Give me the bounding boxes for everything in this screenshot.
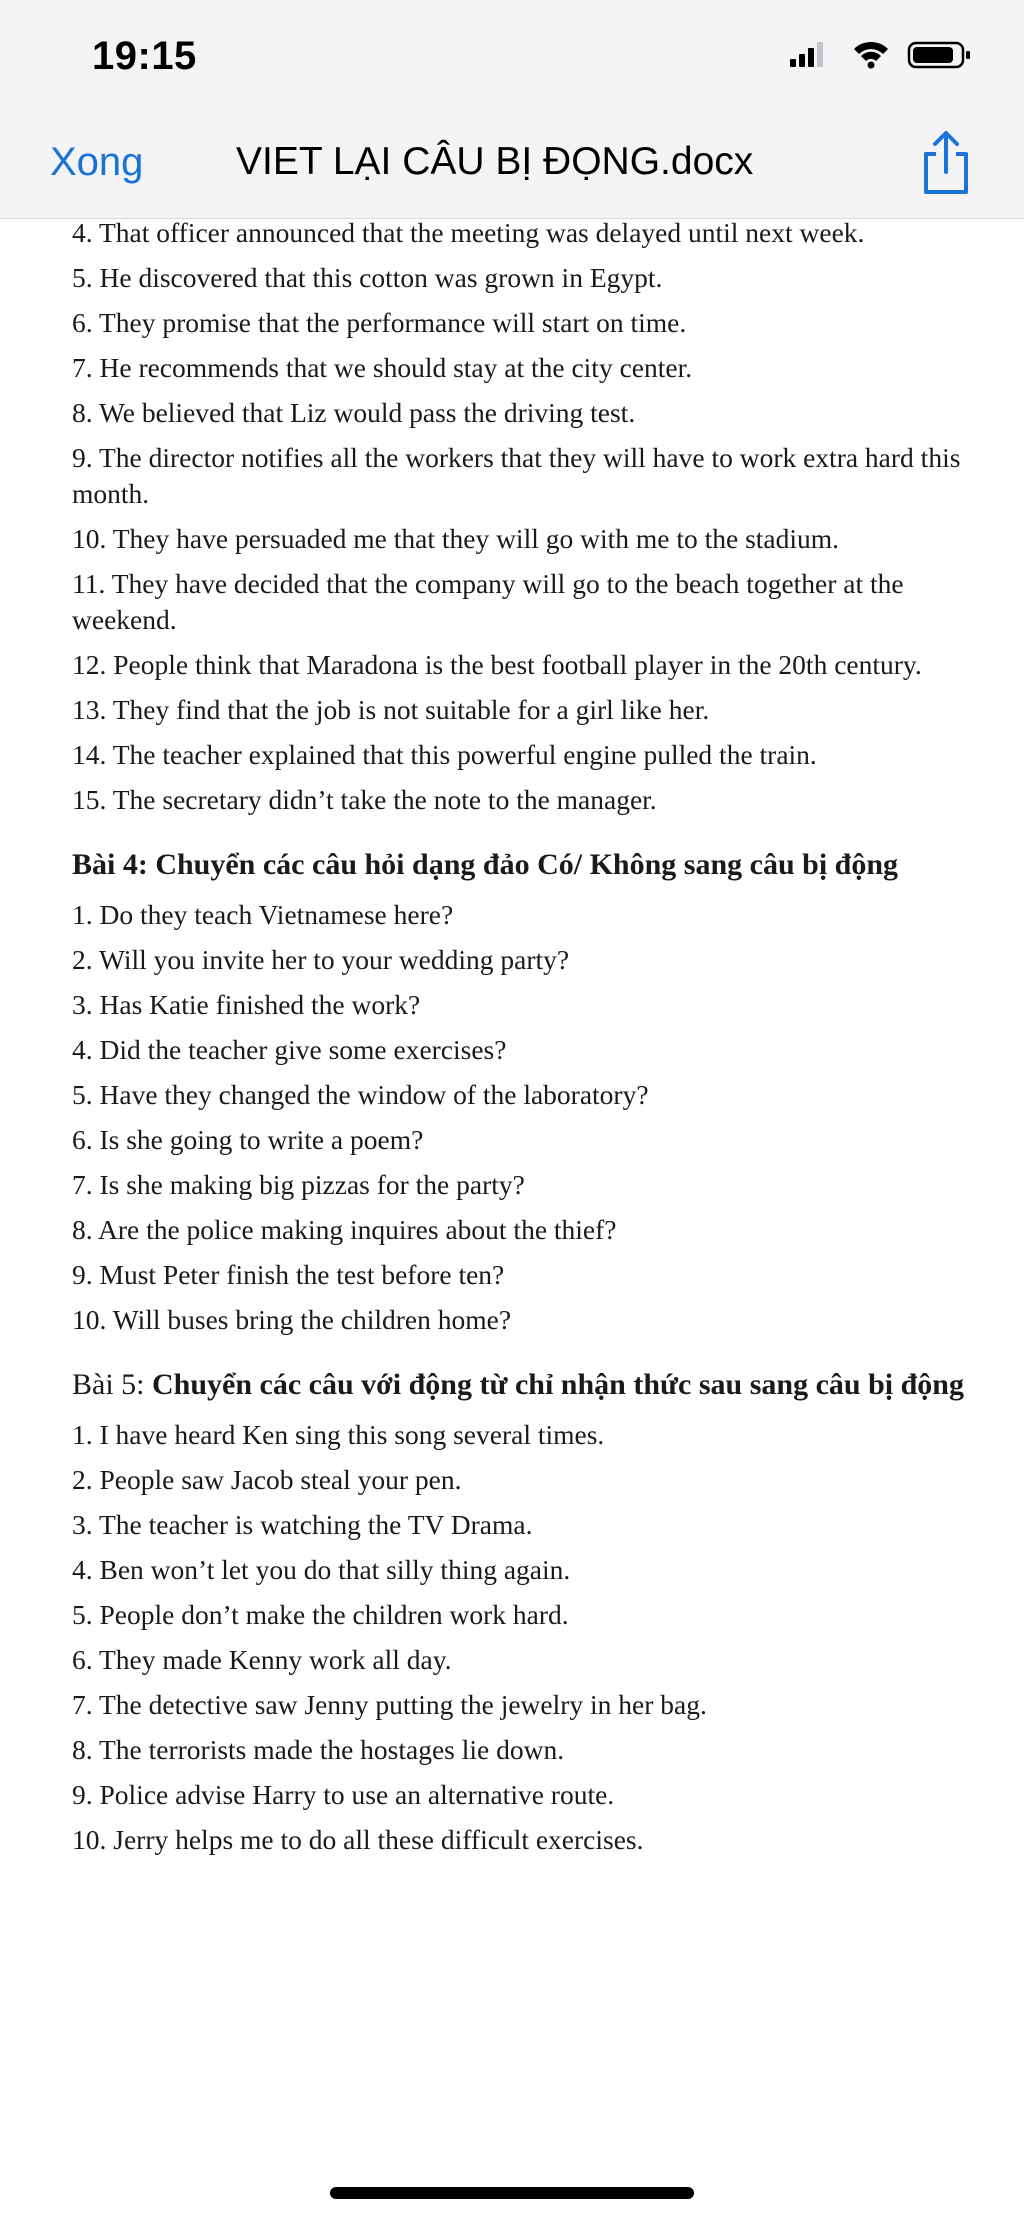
list-item: 10. They have persuaded me that they will go with me to the stadium. bbox=[72, 523, 840, 554]
section-5-heading-prefix: Bài 5: bbox=[72, 1368, 152, 1401]
list-item: 6. They promise that the performance will start on time. bbox=[72, 307, 687, 338]
home-indicator[interactable] bbox=[330, 2187, 694, 2199]
status-icons bbox=[790, 38, 990, 70]
document-content[interactable] bbox=[0, 219, 1024, 2149]
share-icon[interactable] bbox=[918, 130, 974, 196]
section-5-list bbox=[72, 1417, 972, 1858]
list-item: 5. People don’t make the children work hard. bbox=[72, 1599, 569, 1630]
list-item: 8. Are the police making inquires about the thief? bbox=[72, 1214, 617, 1245]
list-item: 10. Will buses bring the children home? bbox=[72, 1304, 512, 1335]
list-item: 7. Is she making big pizzas for the party? bbox=[72, 1169, 525, 1200]
list-item: 12. People think that Maradona is the best football player in the 20th century. bbox=[72, 649, 922, 680]
list-item: 5. Have they changed the window of the laboratory? bbox=[72, 1079, 649, 1110]
list-item: 3. Has Katie finished the work? bbox=[72, 989, 421, 1020]
list-item: 9. Must Peter finish the test before ten? bbox=[72, 1259, 505, 1290]
list-item: 4. That officer announced that the meeting was delayed until next week. bbox=[72, 219, 865, 248]
list-item: 7. The detective saw Jenny putting the jewelry in her bag. bbox=[72, 1689, 707, 1720]
list-item: 2. People saw Jacob steal your pen. bbox=[72, 1464, 462, 1495]
cellular-signal-icon bbox=[790, 42, 823, 67]
section-5-heading-text: Chuyển các câu với động từ chỉ nhận thức sau sang câu bị động bbox=[152, 1368, 964, 1401]
list-item: 10. Jerry helps me to do all these difficult exercises. bbox=[72, 1824, 644, 1855]
section-5-heading bbox=[72, 1366, 972, 1404]
section-3-list bbox=[72, 219, 972, 818]
section-4-heading: Bài 4: Chuyển các câu hỏi dạng đảo Có/ Không sang câu bị động bbox=[72, 848, 899, 881]
status-bar bbox=[0, 0, 1024, 120]
list-item: 9. The director notifies all the workers that they will have to work extra hard this month. bbox=[72, 442, 961, 509]
list-item: 15. The secretary didn’t take the note to the manager. bbox=[72, 784, 657, 815]
list-item: 13. They find that the job is not suitable for a girl like her. bbox=[72, 694, 710, 725]
list-item: 1. I have heard Ken sing this song several times. bbox=[72, 1419, 605, 1450]
list-item: 8. The terrorists made the hostages lie down. bbox=[72, 1734, 565, 1765]
list-item: 7. He recommends that we should stay at the city center. bbox=[72, 352, 693, 383]
document-title: VIET LẠI CÂU BỊ ĐỌNG.docx bbox=[236, 140, 754, 183]
done-button[interactable]: Xong bbox=[50, 140, 144, 184]
list-item: 3. The teacher is watching the TV Drama. bbox=[72, 1509, 533, 1540]
nav-bar bbox=[0, 120, 1024, 219]
list-item: 6. Is she going to write a poem? bbox=[72, 1124, 424, 1155]
list-item: 6. They made Kenny work all day. bbox=[72, 1644, 452, 1675]
list-item: 11. They have decided that the company will go to the beach together at the weekend. bbox=[72, 568, 904, 635]
list-item: 4. Did the teacher give some exercises? bbox=[72, 1034, 507, 1065]
list-item: 8. We believed that Liz would pass the driving test. bbox=[72, 397, 636, 428]
list-item: 2. Will you invite her to your wedding party? bbox=[72, 944, 570, 975]
list-item: 14. The teacher explained that this powerful engine pulled the train. bbox=[72, 739, 817, 770]
wifi-icon bbox=[854, 42, 888, 69]
section-4-list bbox=[72, 897, 972, 1338]
list-item: 4. Ben won’t let you do that silly thing again. bbox=[72, 1554, 571, 1585]
list-item: 1. Do they teach Vietnamese here? bbox=[72, 899, 454, 930]
status-time: 19:15 bbox=[92, 34, 197, 78]
battery-icon bbox=[909, 43, 970, 67]
list-item: 9. Police advise Harry to use an alternative route. bbox=[72, 1779, 615, 1810]
list-item: 5. He discovered that this cotton was grown in Egypt. bbox=[72, 262, 663, 293]
